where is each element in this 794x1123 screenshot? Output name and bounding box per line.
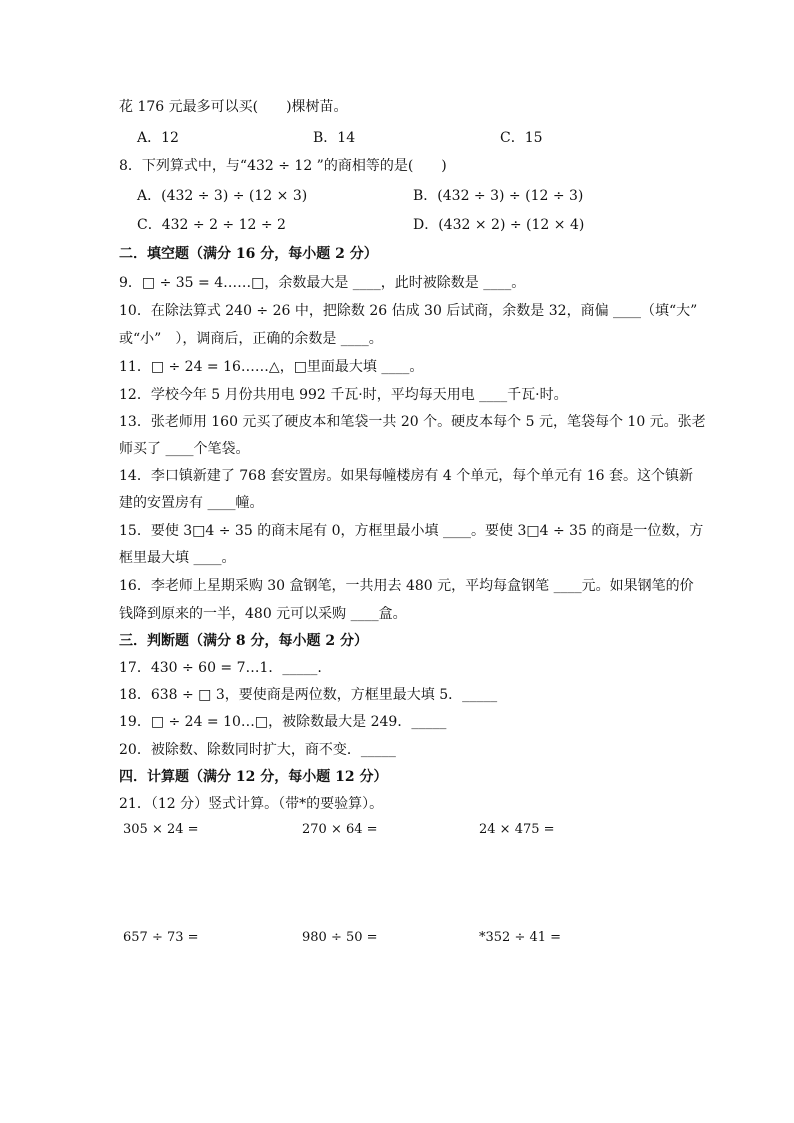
question-18: 18．638 ÷ □ 3，要使商是两位数，方框里最大填 5．_____ [119, 687, 498, 703]
question-21: 21．（12 分）竖式计算。（带*的要验算）。 [119, 796, 384, 812]
q8-option-d: D．(432 × 2) ÷ (12 × 4) [413, 217, 585, 233]
question-16-line-2: 钱降到原来的一半，480 元可以采购 ____盒。 [119, 606, 407, 622]
question-17: 17．430 ÷ 60 = 7…1．_____. [119, 660, 322, 676]
calc-2-2: 980 ÷ 50 = [302, 930, 378, 945]
q8-option-b: B．(432 ÷ 3) ÷ (12 ÷ 3) [413, 188, 584, 204]
q7-option-b: B．14 [313, 130, 356, 146]
q7-option-a: A．12 [137, 130, 179, 146]
question-13-line-2: 师买了 ____个笔袋。 [119, 441, 250, 457]
question-16-line-1: 16．李老师上星期采购 30 盒钢笔，一共用去 480 元，平均每盒钢笔 ____元。如果钢笔的价 [119, 578, 694, 594]
question-13-line-1: 13．张老师用 160 元买了硬皮本和笔袋一共 20 个。硬皮本每个 5 元，笔袋每个 10 元。张老 [119, 414, 706, 430]
question-7-continuation: 花 176 元最多可以买( )棵树苗。 [119, 99, 348, 115]
question-10-line-2: 或“小” ），调商后，正确的余数是 ____。 [119, 331, 383, 347]
question-20: 20．被除数、除数同时扩大，商不变．_____ [119, 742, 396, 758]
question-19: 19．□ ÷ 24 = 10…□，被除数最大是 249．_____ [119, 714, 447, 730]
question-15-line-1: 15．要使 3□4 ÷ 35 的商末尾有 0，方框里最小填 ____。要使 3□4 ÷ 35 的商是一位数，方 [119, 523, 704, 539]
question-9: 9．□ ÷ 35 = 4……□，余数最大是 ____，此时被除数是 ____。 [119, 275, 526, 291]
question-10-line-1: 10．在除法算式 240 ÷ 26 中，把除数 26 估成 30 后试商，余数是 32，商偏 ____（填“大” [119, 303, 698, 319]
calc-2-3: *352 ÷ 41 = [479, 930, 562, 945]
question-15-line-2: 框里最大填 ____。 [119, 550, 236, 566]
calc-1-3: 24 × 475 = [479, 822, 555, 837]
section-2-heading: 二．填空题（满分 16 分，每小题 2 分） [119, 246, 378, 262]
question-11: 11．□ ÷ 24 = 16……△，□里面最大填 ____。 [119, 359, 424, 375]
question-8: 8．下列算式中，与“432 ÷ 12 ”的商相等的是( ) [119, 158, 447, 174]
section-4-heading: 四．计算题（满分 12 分，每小题 12 分） [119, 769, 388, 785]
q7-option-c: C．15 [500, 130, 543, 146]
q8-option-a: A．(432 ÷ 3) ÷ (12 × 3) [137, 188, 308, 204]
q8-option-c: C．432 ÷ 2 ÷ 12 ÷ 2 [137, 217, 286, 233]
calc-1-1: 305 × 24 = [123, 822, 199, 837]
question-12: 12．学校今年 5 月份共用电 992 千瓦·时，平均每天用电 ____千瓦·时。 [119, 387, 568, 403]
section-3-heading: 三．判断题（满分 8 分，每小题 2 分） [119, 633, 368, 649]
question-14-line-1: 14．李口镇新建了 768 套安置房。如果每幢楼房有 4 个单元，每个单元有 16 套。这个镇新 [119, 468, 693, 484]
calc-1-2: 270 × 64 = [302, 822, 378, 837]
calc-2-1: 657 ÷ 73 = [123, 930, 199, 945]
question-14-line-2: 建的安置房有 ____幢。 [119, 495, 264, 511]
